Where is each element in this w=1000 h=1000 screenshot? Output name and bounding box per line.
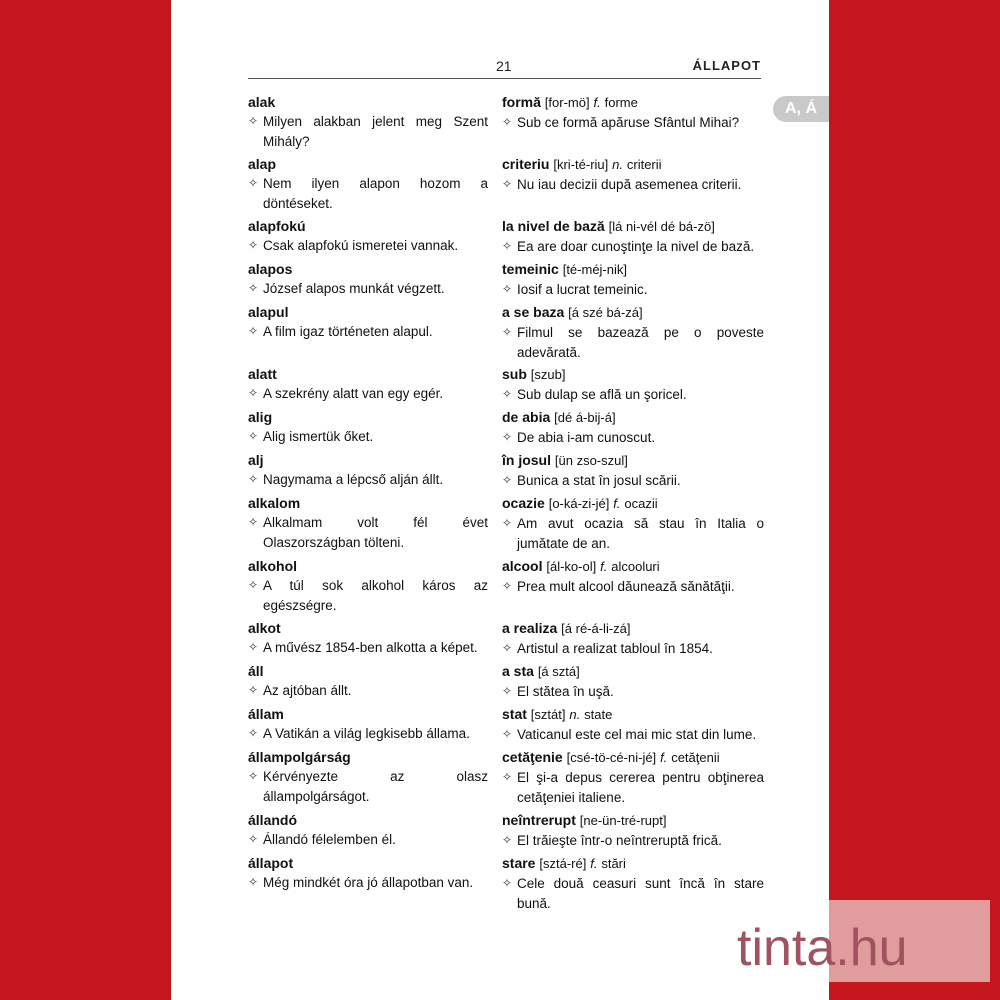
ro-example (502, 471, 764, 491)
ro-entry (502, 154, 764, 195)
ro-headword: stat (502, 706, 527, 722)
hu-example (248, 279, 488, 299)
ro-headword: a se baza (502, 304, 565, 320)
ro-example-text: Ea are doar cunoştinţe la nivel de bază. (517, 239, 755, 254)
ro-entry (502, 259, 764, 300)
ro-headword-line (502, 704, 764, 725)
ro-entry (502, 216, 764, 257)
ro-headword-line (502, 259, 764, 280)
ro-pronunciation: [dé á-bij-á] (554, 410, 616, 425)
ro-pronunciation: [á sztá] (537, 664, 580, 679)
hu-example-text: Csak alapfokú ismeretei vannak. (263, 238, 459, 253)
example-bullet-icon: ✧ (248, 726, 259, 740)
hu-example (248, 873, 488, 893)
ro-gender: f. (590, 856, 598, 871)
hu-entry (248, 618, 488, 658)
ro-example (502, 831, 764, 851)
ro-example (502, 237, 764, 257)
hu-headword: áll (248, 663, 264, 679)
ro-example (502, 280, 764, 300)
hu-entry (248, 216, 488, 256)
hu-headword: alj (248, 452, 264, 468)
example-bullet-icon: ✧ (248, 429, 259, 443)
ro-example-text: El trăieşte într-o neîntreruptă frică. (517, 833, 722, 848)
ro-entry (502, 618, 764, 659)
example-bullet-icon: ✧ (502, 833, 513, 847)
hu-example (248, 470, 488, 490)
ro-example-text: Sub dulap se află un şoricel. (517, 387, 687, 402)
example-bullet-icon: ✧ (502, 516, 513, 530)
example-bullet-icon: ✧ (502, 727, 513, 741)
hu-example (248, 576, 488, 615)
ro-example (502, 768, 764, 807)
hu-headword-line (248, 661, 488, 681)
hu-example (248, 513, 488, 552)
hu-headword: alkalom (248, 495, 301, 511)
ro-example-text: Iosif a lucrat temeinic. (517, 282, 648, 297)
ro-entry (502, 493, 764, 553)
example-bullet-icon: ✧ (502, 473, 513, 487)
hu-headword: alig (248, 409, 273, 425)
hu-headword: alap (248, 156, 277, 172)
hu-example-text: Állandó félelemben él. (263, 832, 396, 847)
ro-example (502, 639, 764, 659)
example-bullet-icon: ✧ (248, 683, 259, 697)
ro-plural: state (584, 707, 613, 722)
example-bullet-icon: ✧ (502, 325, 513, 339)
hu-headword-line (248, 154, 488, 174)
hu-example-text: Még mindkét óra jó állapotban van. (263, 875, 474, 890)
hu-entry (248, 556, 488, 615)
example-bullet-icon: ✧ (502, 282, 513, 296)
example-bullet-icon: ✧ (248, 238, 259, 252)
hu-example-text: A Vatikán a világ legkisebb állama. (263, 726, 470, 741)
ro-plural: forme (604, 95, 638, 110)
ro-headword: a realiza (502, 620, 558, 636)
ro-headword: cetăţenie (502, 749, 563, 765)
ro-example (502, 113, 764, 133)
hu-example-text: Nem ilyen alapon hozom a döntéseket. (263, 176, 488, 211)
hu-headword-line (248, 747, 488, 767)
hu-example (248, 236, 488, 256)
ro-entry (502, 556, 764, 597)
hu-entry (248, 154, 488, 213)
ro-example-text: Nu iau decizii după asemenea criterii. (517, 177, 742, 192)
ro-headword-line (502, 92, 764, 113)
hu-entry (248, 810, 488, 850)
hu-example-text: József alapos munkát végzett. (263, 281, 445, 296)
hu-entry (248, 661, 488, 701)
ro-entry (502, 661, 764, 702)
ro-example-text: Sub ce formă apăruse Sfântul Mihai? (517, 115, 740, 130)
hu-example-text: Az ajtóban állt. (263, 683, 352, 698)
page-header (248, 58, 761, 76)
hu-example-text: Alig ismertük őket. (263, 429, 374, 444)
hu-example-text: A művész 1854-ben alkotta a képet. (263, 640, 478, 655)
hu-entry (248, 704, 488, 744)
hu-entry (248, 747, 488, 806)
ro-example (502, 874, 764, 913)
hu-headword: alkot (248, 620, 281, 636)
hu-headword: alak (248, 94, 276, 110)
example-bullet-icon: ✧ (248, 386, 259, 400)
example-bullet-icon: ✧ (248, 875, 259, 889)
hu-example-text: A film igaz történeten alapul. (263, 324, 433, 339)
ro-headword-line (502, 493, 764, 514)
hu-headword: alapos (248, 261, 293, 277)
example-bullet-icon: ✧ (502, 430, 513, 444)
ro-headword-line (502, 407, 764, 428)
hu-example (248, 384, 488, 404)
hu-entry (248, 302, 488, 342)
hu-headword: alkohol (248, 558, 298, 574)
hu-example (248, 724, 488, 744)
ro-headword-line (502, 810, 764, 831)
hu-headword-line (248, 364, 488, 384)
example-bullet-icon: ✧ (248, 640, 259, 654)
ro-headword-line (502, 853, 764, 874)
watermark-logo: tinta.hu (737, 919, 908, 977)
hu-headword: alapul (248, 304, 289, 320)
ro-gender: f. (660, 750, 668, 765)
ro-entry (502, 450, 764, 491)
ro-example-text: El şi-a depus cererea pentru obţinerea cetăţeniei italiene. (517, 770, 764, 805)
hu-headword-line (248, 556, 488, 576)
hu-example-text: A szekrény alatt van egy egér. (263, 386, 444, 401)
ro-pronunciation: [ne-ün-tré-rupt] (579, 813, 667, 828)
header-rule (248, 78, 761, 79)
hu-headword-line (248, 259, 488, 279)
hu-example-text: Milyen alakban jelent meg Szent Mihály? (263, 114, 488, 149)
hu-example (248, 767, 488, 806)
ro-pronunciation: [szub] (530, 367, 566, 382)
ro-pronunciation: [ün zso-szul] (554, 453, 628, 468)
example-bullet-icon: ✧ (248, 578, 259, 592)
hu-entry (248, 259, 488, 299)
ro-example (502, 175, 764, 195)
ro-headword: ocazie (502, 495, 545, 511)
thumb-index-tab[interactable]: A, Á (773, 96, 829, 122)
ro-entry (502, 364, 764, 405)
ro-gender: f. (613, 496, 621, 511)
hu-entry (248, 853, 488, 893)
ro-example-text: Am avut ocazia să stau în Italia o jumătate de an. (517, 516, 764, 551)
example-bullet-icon: ✧ (502, 684, 513, 698)
hu-entry (248, 364, 488, 404)
ro-example (502, 428, 764, 448)
ro-headword: formă (502, 94, 541, 110)
ro-gender: n. (612, 157, 623, 172)
hu-headword: alatt (248, 366, 277, 382)
ro-gender: n. (569, 707, 581, 722)
page-number: 21 (496, 58, 512, 74)
hu-example (248, 638, 488, 658)
hu-headword-line (248, 810, 488, 830)
ro-headword: a sta (502, 663, 534, 679)
ro-example (502, 385, 764, 405)
example-bullet-icon: ✧ (248, 769, 259, 783)
ro-plural: cetăţenii (671, 750, 720, 765)
running-head: ÁLLAPOT (692, 58, 761, 73)
example-bullet-icon: ✧ (502, 239, 513, 253)
ro-example (502, 682, 764, 702)
example-bullet-icon: ✧ (248, 176, 259, 190)
ro-example (502, 725, 764, 745)
ro-headword: de abia (502, 409, 551, 425)
ro-headword-line (502, 216, 764, 237)
ro-entry (502, 92, 764, 133)
ro-headword-line (502, 154, 764, 175)
hu-example-text: Alkalmam volt fél évet Olaszországban tölteni. (263, 515, 488, 550)
example-bullet-icon: ✧ (502, 770, 513, 784)
ro-headword: temeinic (502, 261, 559, 277)
ro-headword: neîntrerupt (502, 812, 576, 828)
hu-example-text: Nagymama a lépcső alján állt. (263, 472, 444, 487)
ro-pronunciation: [o-ká-zi-jé] (548, 496, 610, 511)
ro-example-text: Vaticanul este cel mai mic stat din lume. (517, 727, 757, 742)
ro-headword: alcool (502, 558, 543, 574)
ro-headword-line (502, 556, 764, 577)
hu-headword-line (248, 704, 488, 724)
ro-example (502, 323, 764, 362)
ro-pronunciation: [sztát] (530, 707, 566, 722)
hu-entry (248, 493, 488, 552)
example-bullet-icon: ✧ (248, 114, 259, 128)
ro-example (502, 577, 764, 597)
example-bullet-icon: ✧ (248, 472, 259, 486)
ro-headword: la nivel de bază (502, 218, 605, 234)
hu-example (248, 174, 488, 213)
hu-headword-line (248, 450, 488, 470)
ro-headword-line (502, 618, 764, 639)
ro-headword: sub (502, 366, 527, 382)
example-bullet-icon: ✧ (248, 832, 259, 846)
hu-headword-line (248, 853, 488, 873)
hu-headword: állandó (248, 812, 298, 828)
ro-pronunciation: [lá ni-vél dé bá-zö] (608, 219, 715, 234)
hu-entry (248, 92, 488, 151)
ro-example (502, 514, 764, 553)
ro-pronunciation: [ál-ko-ol] (546, 559, 597, 574)
ro-plural: criterii (626, 157, 662, 172)
ro-example-text: Bunica a stat în josul scării. (517, 473, 681, 488)
example-bullet-icon: ✧ (502, 641, 513, 655)
example-bullet-icon: ✧ (502, 115, 513, 129)
ro-example-text: De abia i-am cunoscut. (517, 430, 656, 445)
ro-headword-line (502, 450, 764, 471)
hu-headword: állampolgárság (248, 749, 351, 765)
ro-headword-line (502, 364, 764, 385)
hu-entry (248, 407, 488, 447)
hu-headword-line (248, 216, 488, 236)
hu-example (248, 427, 488, 447)
ro-headword: în josul (502, 452, 551, 468)
ro-example-text: El stătea în uşă. (517, 684, 614, 699)
ro-pronunciation: [for-mö] (544, 95, 590, 110)
ro-entry (502, 853, 764, 913)
ro-headword-line (502, 302, 764, 323)
hu-headword: állapot (248, 855, 294, 871)
hu-example-text: Kérvényezte az olasz állampolgárságot. (263, 769, 488, 804)
ro-entry (502, 704, 764, 745)
ro-pronunciation: [sztá-ré] (539, 856, 587, 871)
ro-pronunciation: [á ré-á-li-zá] (561, 621, 631, 636)
ro-entry (502, 810, 764, 851)
ro-pronunciation: [á szé bá-zá] (568, 305, 643, 320)
hu-example (248, 112, 488, 151)
ro-headword: stare (502, 855, 536, 871)
example-bullet-icon: ✧ (248, 515, 259, 529)
ro-plural: ocazii (624, 496, 658, 511)
ro-headword-line (502, 661, 764, 682)
hu-headword: állam (248, 706, 284, 722)
hu-headword-line (248, 92, 488, 112)
hu-example (248, 830, 488, 850)
example-bullet-icon: ✧ (248, 324, 259, 338)
example-bullet-icon: ✧ (502, 876, 513, 890)
example-bullet-icon: ✧ (248, 281, 259, 295)
ro-example-text: Prea mult alcool dăunează sănătăţii. (517, 579, 735, 594)
hu-entry (248, 450, 488, 490)
hu-headword-line (248, 407, 488, 427)
hu-headword: alapfokú (248, 218, 306, 234)
ro-plural: stări (601, 856, 626, 871)
ro-pronunciation: [té-méj-nik] (562, 262, 627, 277)
example-bullet-icon: ✧ (502, 177, 513, 191)
ro-gender: f. (593, 95, 601, 110)
example-bullet-icon: ✧ (502, 387, 513, 401)
ro-example-text: Filmul se bazează pe o poveste adevărată. (517, 325, 764, 360)
ro-pronunciation: [csé-tö-cé-ni-jé] (566, 750, 657, 765)
hu-headword-line (248, 302, 488, 322)
ro-entry (502, 407, 764, 448)
ro-headword-line (502, 747, 764, 768)
ro-pronunciation: [kri-té-riu] (553, 157, 609, 172)
ro-example-text: Artistul a realizat tabloul în 1854. (517, 641, 713, 656)
ro-headword: criteriu (502, 156, 550, 172)
ro-entry (502, 747, 764, 807)
ro-gender: f. (600, 559, 608, 574)
hu-example (248, 322, 488, 342)
ro-entry (502, 302, 764, 362)
ro-example-text: Cele două ceasuri sunt încă în stare bună. (517, 876, 764, 911)
hu-headword-line (248, 618, 488, 638)
hu-example-text: A túl sok alkohol káros az egészségre. (263, 578, 488, 613)
dictionary-page (171, 0, 829, 1000)
example-bullet-icon: ✧ (502, 579, 513, 593)
hu-headword-line (248, 493, 488, 513)
ro-plural: alcooluri (611, 559, 660, 574)
hu-example (248, 681, 488, 701)
